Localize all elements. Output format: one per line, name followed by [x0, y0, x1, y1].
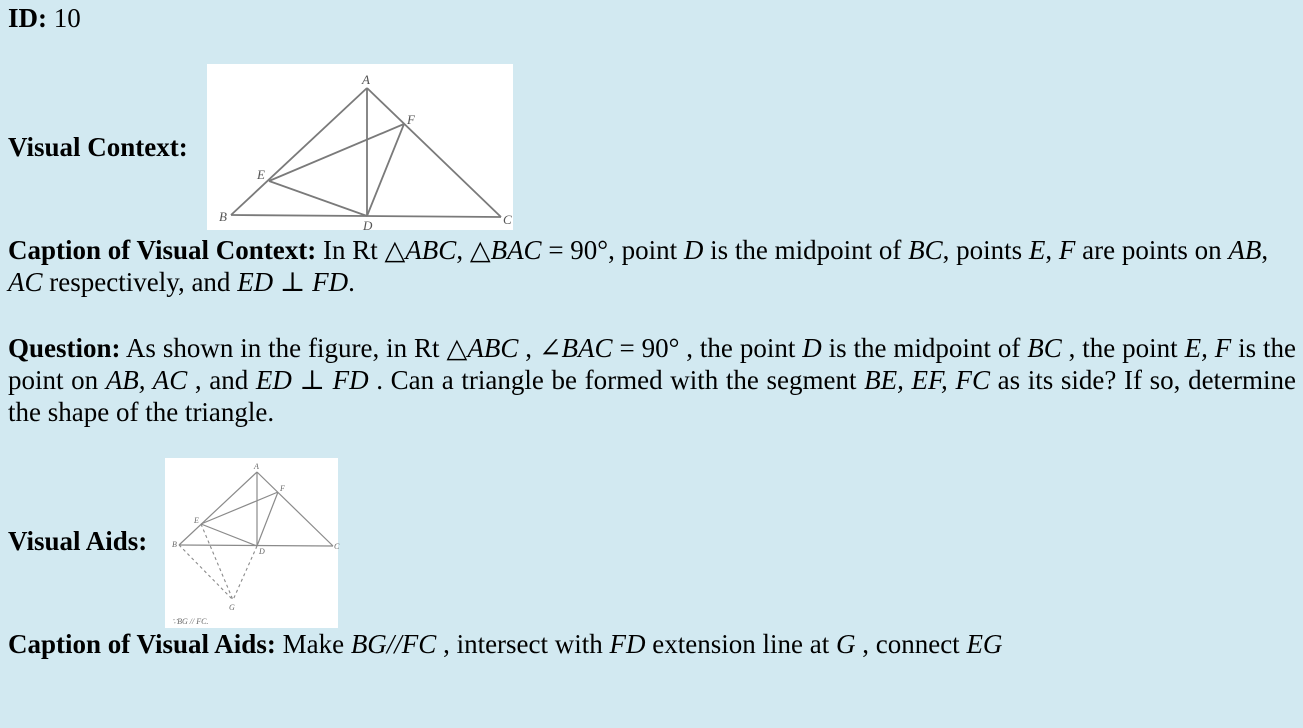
caption-context-text-9: respectively, and: [42, 267, 238, 297]
aid-note: ∵BG // FC.: [172, 617, 209, 626]
point-a-label: A: [362, 72, 370, 87]
caption-visual-context: [8, 234, 1296, 298]
aid-point-d-label: D: [259, 547, 265, 556]
caption-context-math-8: AC: [8, 267, 43, 297]
id-label: ID:: [8, 3, 47, 33]
segment-ac: [367, 88, 501, 217]
aid-point-e-label: E: [194, 516, 199, 525]
question-text-4: is the midpoint of: [821, 333, 1028, 363]
visual-aids-label: Visual Aids:: [8, 526, 148, 556]
question-text-8: . Can a triangle be formed with the segment: [368, 365, 865, 395]
aid-point-g-label: G: [229, 603, 235, 612]
id-value: 10: [53, 3, 81, 33]
auxiliary-diagram: [165, 458, 338, 628]
question-math-2: ∠BAC: [538, 333, 613, 363]
aid-point-f-label: F: [280, 484, 285, 493]
aid-point-a-label: A: [254, 462, 259, 471]
question-math-8: BE, EF, FC: [864, 365, 990, 395]
caption-context-math-5: E: [1028, 235, 1046, 265]
caption-context-text-2: ,: [456, 235, 470, 265]
question-math-6: AB, AC: [105, 365, 188, 395]
caption-context-math-2: △BAC: [469, 235, 542, 265]
question-text-3: = 90° , the point: [612, 333, 803, 363]
point-f-label: F: [407, 112, 415, 127]
aid-segment-fd: [257, 492, 278, 546]
caption-context-math-6: F: [1058, 235, 1076, 265]
question-text-5: , the point: [1061, 333, 1185, 363]
caption-aids-text-2: , intersect with: [436, 629, 610, 659]
question-math-3: D: [802, 333, 822, 363]
segment-ed: [269, 181, 367, 216]
aid-segment-ac: [257, 472, 333, 546]
question-math-7: ED ⊥ FD: [255, 365, 369, 395]
aid-segment-eg-dashed: [201, 524, 233, 600]
caption-context-math-7: AB: [1228, 235, 1262, 265]
caption-aids-text-4: , connect: [855, 629, 967, 659]
caption-visual-aids: [8, 628, 1002, 661]
caption-context-math-3: D: [683, 235, 704, 265]
caption-context-text-8: ,: [1261, 235, 1269, 265]
id-line: [8, 2, 81, 35]
question-text-2: ,: [518, 333, 539, 363]
triangle-diagram: [207, 64, 513, 233]
point-e-label: E: [257, 167, 265, 182]
caption-context-text-4: is the midpoint of: [703, 235, 909, 265]
question-paragraph: [8, 332, 1296, 428]
caption-aids-math-4: EG: [966, 629, 1003, 659]
caption-context-math-1: △ABC: [384, 235, 457, 265]
caption-aids-math-2: FD: [609, 629, 646, 659]
question-text-1: As shown in the figure, in Rt: [120, 333, 447, 363]
caption-context-math-9: ED ⊥ FD: [237, 267, 349, 297]
caption-context-text-7: are points on: [1075, 235, 1229, 265]
question-text-7: , and: [187, 365, 256, 395]
question-math-1: △ABC: [446, 333, 519, 363]
question-math-4: BC: [1027, 333, 1062, 363]
aid-segment-bg-dashed: [179, 545, 233, 600]
caption-context-text-6: ,: [1045, 235, 1059, 265]
aid-point-c-label: C: [334, 542, 340, 551]
question-text-9: as its side? If so, determine the shape of the triangle.: [8, 365, 1297, 427]
question-math-5: E, F: [1184, 333, 1232, 363]
point-d-label: D: [363, 218, 373, 233]
point-c-label: C: [503, 212, 512, 227]
visual-aids-figure: [165, 458, 338, 628]
caption-context-text-5: , points: [942, 235, 1029, 265]
caption-context-math-4: BC: [908, 235, 943, 265]
point-b-label: B: [219, 209, 227, 224]
visual-context-figure: [207, 64, 513, 233]
aid-point-b-label: B: [172, 540, 177, 549]
aid-segment-ef: [201, 492, 278, 524]
caption-context-label: Caption of Visual Context:: [8, 235, 317, 265]
aid-segment-ab: [179, 472, 257, 545]
caption-context-text-10: .: [348, 267, 355, 297]
caption-aids-label: Caption of Visual Aids:: [8, 629, 276, 659]
visual-context-label: Visual Context:: [8, 132, 188, 162]
caption-aids-math-1: BG//FC: [350, 629, 437, 659]
segment-ab: [231, 88, 367, 215]
question-label: Question:: [8, 333, 121, 363]
caption-context-text-3: = 90°, point: [541, 235, 684, 265]
question-text-6: is the point on: [8, 333, 1297, 395]
caption-aids-text-3: extension line at: [645, 629, 836, 659]
caption-context-text-1: In Rt: [316, 235, 385, 265]
aid-segment-dg-dashed: [233, 546, 257, 600]
caption-aids-math-3: G: [835, 629, 856, 659]
caption-aids-text-1: Make: [275, 629, 351, 659]
